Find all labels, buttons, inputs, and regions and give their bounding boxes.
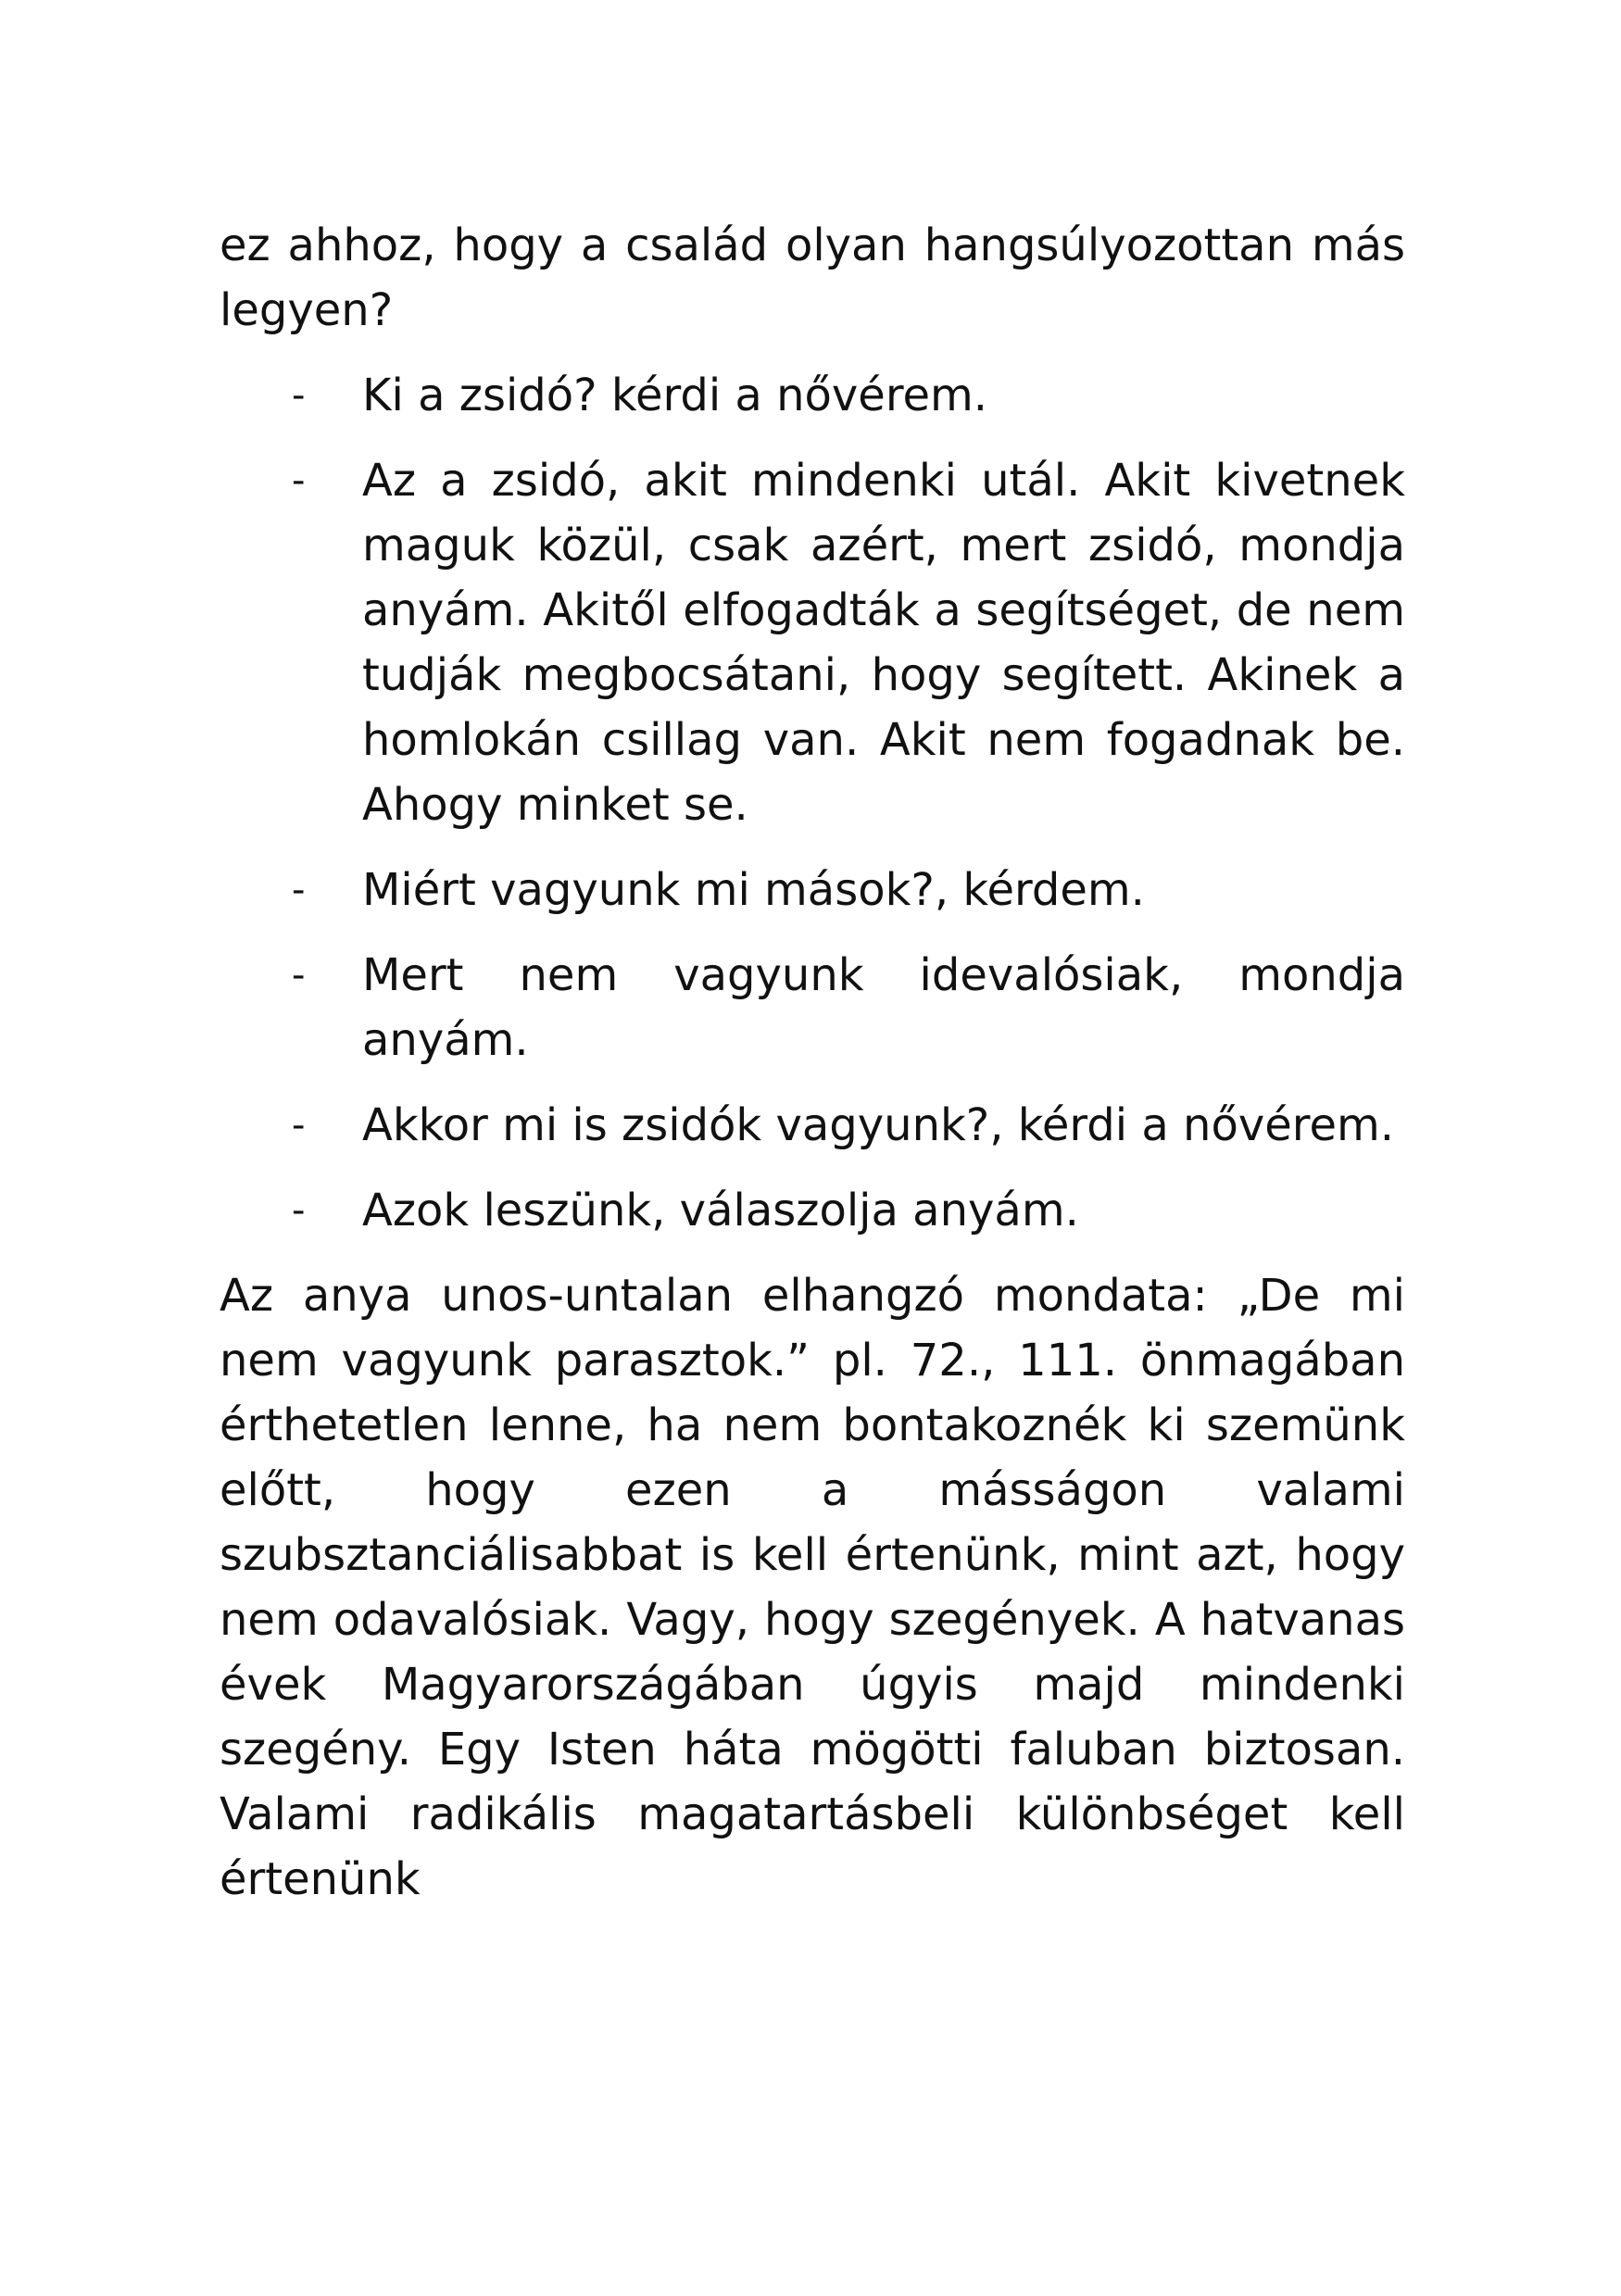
dialogue-line <box>220 363 1405 428</box>
document-page <box>220 213 1405 1912</box>
dash-marker: - <box>292 869 306 911</box>
dialogue-line <box>220 1178 1405 1243</box>
dialogue-line <box>220 1093 1405 1158</box>
dash-marker: - <box>292 459 306 502</box>
dash-marker: - <box>292 1104 306 1147</box>
dialogue-text: Miért vagyunk mi mások?, kérdem. <box>362 864 1145 916</box>
dash-marker: - <box>292 954 306 997</box>
dialogue-line <box>220 943 1405 1073</box>
dialogue-list <box>220 363 1405 1243</box>
dialogue-text: Akkor mi is zsidók vagyunk?, kérdi a nővérem. <box>362 1099 1394 1151</box>
closing-paragraph: Az anya unos-untalan elhangzó mondata: „De mi nem vagyunk parasztok.” pl. 72., 111. önmagában érthetetlen lenne, ha nem bontakoznék ki szemünk előtt, hogy ezen a másságon valami szubsztanciálisabbat is kell értenünk, mint azt, hogy nem odavalósiak. Vagy, hogy szegények. A hatvanas évek Magyarországában úgyis majd mindenki szegény. Egy Isten háta mögötti faluban biztosan. Valami radikális magatartásbeli különbséget kell értenünk <box>220 1270 1405 1905</box>
dash-marker: - <box>292 374 306 417</box>
dialogue-text: Az a zsidó, akit mindenki utál. Akit kivetnek maguk közül, csak azért, mert zsidó, mondja anyám. Akitől elfogadták a segítséget, de nem tudják megbocsátani, hogy segített. Akinek a homlokán csillag van. Akit nem fogadnak be. Ahogy minket se. <box>362 455 1405 831</box>
intro-paragraph: ez ahhoz, hogy a család olyan hangsúlyozottan más legyen? <box>220 220 1405 336</box>
dialogue-text: Mert nem vagyunk idevalósiak, mondja anyám. <box>362 949 1405 1066</box>
dialogue-text: Ki a zsidó? kérdi a nővérem. <box>362 370 988 421</box>
dash-marker: - <box>292 1189 306 1232</box>
dialogue-line <box>220 448 1405 837</box>
dialogue-text: Azok leszünk, válaszolja anyám. <box>362 1185 1079 1236</box>
dialogue-line <box>220 858 1405 922</box>
